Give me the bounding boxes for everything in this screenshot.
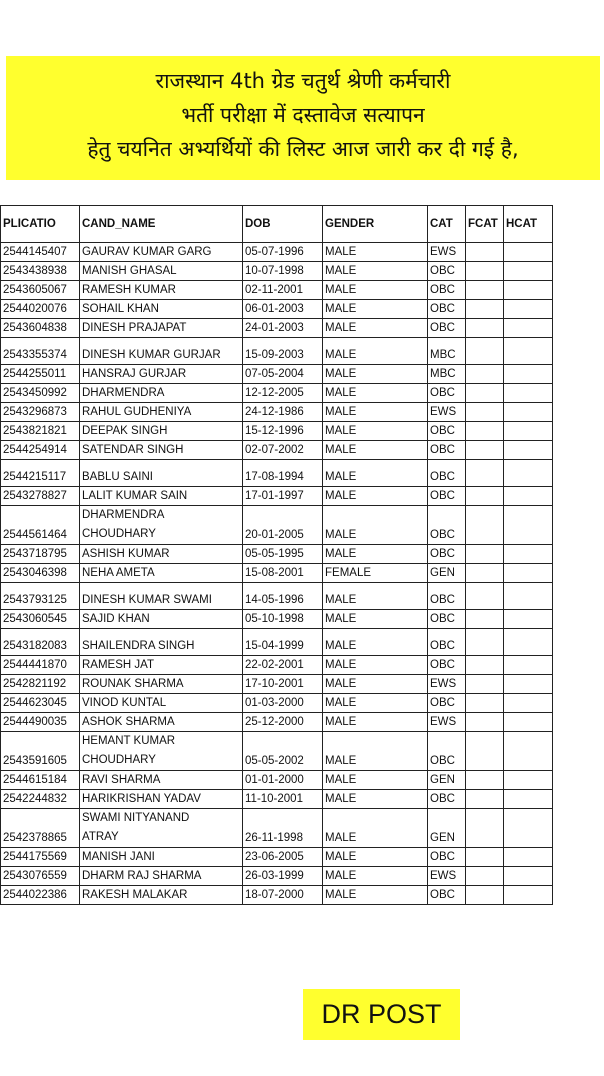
app-cell: 2543296873 <box>1 403 80 422</box>
name-cell: MANISH GHASAL <box>80 262 243 281</box>
fcat-cell <box>466 262 504 281</box>
dob-cell: 25-12-2000 <box>243 713 323 732</box>
hcat-cell <box>504 403 553 422</box>
fcat-cell <box>466 384 504 403</box>
banner-line-2: भर्ती परीक्षा में दस्तावेज सत्यापन <box>181 103 425 127</box>
table-row <box>1 403 553 422</box>
dob-cell: 01-01-2000 <box>243 771 323 790</box>
gender-cell: MALE <box>323 338 428 365</box>
hcat-cell <box>504 281 553 300</box>
cat-cell: OBC <box>428 656 466 675</box>
dob-cell: 05-05-2002 <box>243 732 323 771</box>
fcat-cell <box>466 545 504 564</box>
app-cell: 2543450992 <box>1 384 80 403</box>
cat-cell: GEN <box>428 564 466 583</box>
gender-cell: MALE <box>323 867 428 886</box>
cat-cell: MBC <box>428 338 466 365</box>
dob-cell: 23-06-2005 <box>243 848 323 867</box>
gender-cell: MALE <box>323 771 428 790</box>
table-row <box>1 319 553 338</box>
gender-cell: MALE <box>323 403 428 422</box>
app-cell: 2544020076 <box>1 300 80 319</box>
hcat-cell <box>504 675 553 694</box>
fcat-cell <box>466 867 504 886</box>
table-row <box>1 610 553 629</box>
hcat-cell <box>504 610 553 629</box>
header-cand-name: CAND_NAME <box>80 206 243 243</box>
hcat-cell <box>504 809 553 848</box>
table-row <box>1 262 553 281</box>
fcat-cell <box>466 848 504 867</box>
dob-cell: 15-12-1996 <box>243 422 323 441</box>
name-line-1: DHARMENDRA <box>82 509 165 521</box>
fcat-cell <box>466 610 504 629</box>
fcat-cell <box>466 629 504 656</box>
fcat-cell <box>466 713 504 732</box>
fcat-cell <box>466 564 504 583</box>
fcat-cell <box>466 243 504 262</box>
app-cell: 2543438938 <box>1 262 80 281</box>
cat-cell: OBC <box>428 384 466 403</box>
app-cell: 2544490035 <box>1 713 80 732</box>
table-row <box>1 300 553 319</box>
fcat-cell <box>466 790 504 809</box>
name-cell: DINESH KUMAR GURJAR <box>80 338 243 365</box>
dob-cell: 15-08-2001 <box>243 564 323 583</box>
name-cell: RAHUL GUDHENIYA <box>80 403 243 422</box>
app-cell: 2543605067 <box>1 281 80 300</box>
dob-cell: 15-09-2003 <box>243 338 323 365</box>
dob-cell: 05-10-1998 <box>243 610 323 629</box>
candidate-table <box>0 205 553 905</box>
fcat-cell <box>466 487 504 506</box>
dob-cell: 15-04-1999 <box>243 629 323 656</box>
table-row <box>1 867 553 886</box>
cat-cell: OBC <box>428 422 466 441</box>
app-cell: 2544623045 <box>1 694 80 713</box>
name-cell: NEHA AMETA <box>80 564 243 583</box>
name-cell: RAMESH KUMAR <box>80 281 243 300</box>
hcat-cell <box>504 713 553 732</box>
table-row <box>1 338 553 365</box>
header-cat: CAT <box>428 206 466 243</box>
dob-cell: 01-03-2000 <box>243 694 323 713</box>
hcat-cell <box>504 441 553 460</box>
name-cell: DHARMENDRA <box>80 384 243 403</box>
app-cell: 2543076559 <box>1 867 80 886</box>
fcat-cell <box>466 300 504 319</box>
dob-cell: 12-12-2005 <box>243 384 323 403</box>
table-row <box>1 365 553 384</box>
dob-cell: 24-01-2003 <box>243 319 323 338</box>
hcat-cell <box>504 656 553 675</box>
app-cell: 2543060545 <box>1 610 80 629</box>
header-hcat: HCAT <box>504 206 553 243</box>
name-cell: VINOD KUNTAL <box>80 694 243 713</box>
cat-cell: OBC <box>428 300 466 319</box>
hcat-cell <box>504 867 553 886</box>
app-cell: 2544175569 <box>1 848 80 867</box>
table-row <box>1 848 553 867</box>
cat-cell: EWS <box>428 867 466 886</box>
app-cell: 2542821192 <box>1 675 80 694</box>
cat-cell: OBC <box>428 487 466 506</box>
header-dob: DOB <box>243 206 323 243</box>
table-row <box>1 545 553 564</box>
table-row <box>1 629 553 656</box>
fcat-cell <box>466 422 504 441</box>
gender-cell: MALE <box>323 809 428 848</box>
name-cell: ASHISH KUMAR <box>80 545 243 564</box>
table-row <box>1 441 553 460</box>
gender-cell: MALE <box>323 713 428 732</box>
cat-cell: OBC <box>428 790 466 809</box>
dob-cell: 26-03-1999 <box>243 867 323 886</box>
app-cell: 2543604838 <box>1 319 80 338</box>
hcat-cell <box>504 243 553 262</box>
name-cell: DEEPAK SINGH <box>80 422 243 441</box>
gender-cell: MALE <box>323 694 428 713</box>
gender-cell: MALE <box>323 610 428 629</box>
dob-cell: 22-02-2001 <box>243 656 323 675</box>
title-banner <box>6 56 600 180</box>
name-cell: SAJID KHAN <box>80 610 243 629</box>
name-cell: RAKESH MALAKAR <box>80 886 243 905</box>
name-line-1: SWAMI NITYANAND <box>82 812 190 824</box>
cat-cell: OBC <box>428 262 466 281</box>
dob-cell: 24-12-1986 <box>243 403 323 422</box>
app-cell: 2544561464 <box>1 506 80 545</box>
app-cell: 2543821821 <box>1 422 80 441</box>
table-row <box>1 583 553 610</box>
app-cell: 2544215117 <box>1 460 80 487</box>
header-application: PLICATIO <box>1 206 80 243</box>
name-line-2: CHOUDHARY <box>82 754 156 766</box>
app-cell: 2544441870 <box>1 656 80 675</box>
gender-cell: MALE <box>323 506 428 545</box>
cat-cell: OBC <box>428 281 466 300</box>
name-cell: SATENDAR SINGH <box>80 441 243 460</box>
fcat-cell <box>466 281 504 300</box>
fcat-cell <box>466 809 504 848</box>
name-cell: SHAILENDRA SINGH <box>80 629 243 656</box>
cat-cell: OBC <box>428 545 466 564</box>
fcat-cell <box>466 694 504 713</box>
app-cell: 2543355374 <box>1 338 80 365</box>
fcat-cell <box>466 732 504 771</box>
table-row <box>1 460 553 487</box>
table-row <box>1 487 553 506</box>
gender-cell: FEMALE <box>323 564 428 583</box>
dob-cell: 02-07-2002 <box>243 441 323 460</box>
cat-cell: EWS <box>428 713 466 732</box>
table-row <box>1 771 553 790</box>
table-row <box>1 564 553 583</box>
app-cell: 2543591605 <box>1 732 80 771</box>
gender-cell: MALE <box>323 243 428 262</box>
name-line-2: CHOUDHARY <box>82 528 156 540</box>
hcat-cell <box>504 300 553 319</box>
gender-cell: MALE <box>323 675 428 694</box>
gender-cell: MALE <box>323 460 428 487</box>
hcat-cell <box>504 771 553 790</box>
app-cell: 2543278827 <box>1 487 80 506</box>
dob-cell: 14-05-1996 <box>243 583 323 610</box>
gender-cell: MALE <box>323 629 428 656</box>
table-row <box>1 384 553 403</box>
gender-cell: MALE <box>323 583 428 610</box>
hcat-cell <box>504 365 553 384</box>
name-cell: DINESH KUMAR SWAMI <box>80 583 243 610</box>
candidate-table-wrapper <box>0 205 560 905</box>
name-cell: DHARM RAJ SHARMA <box>80 867 243 886</box>
fcat-cell <box>466 656 504 675</box>
name-cell: SOHAIL KHAN <box>80 300 243 319</box>
header-gender: GENDER <box>323 206 428 243</box>
cat-cell: OBC <box>428 629 466 656</box>
cat-cell: EWS <box>428 403 466 422</box>
name-cell: HARIKRISHAN YADAV <box>80 790 243 809</box>
hcat-cell <box>504 460 553 487</box>
gender-cell: MALE <box>323 656 428 675</box>
fcat-cell <box>466 403 504 422</box>
hcat-cell <box>504 422 553 441</box>
dob-cell: 17-08-1994 <box>243 460 323 487</box>
gender-cell: MALE <box>323 384 428 403</box>
gender-cell: MALE <box>323 886 428 905</box>
hcat-cell <box>504 583 553 610</box>
dob-cell: 17-01-1997 <box>243 487 323 506</box>
table-row <box>1 656 553 675</box>
dob-cell: 02-11-2001 <box>243 281 323 300</box>
gender-cell: MALE <box>323 441 428 460</box>
fcat-cell <box>466 319 504 338</box>
gender-cell: MALE <box>323 487 428 506</box>
app-cell: 2542378865 <box>1 809 80 848</box>
hcat-cell <box>504 487 553 506</box>
gender-cell: MALE <box>323 281 428 300</box>
banner-line-1: राजस्थान 4th ग्रेड चतुर्थ श्रेणी कर्मचारी <box>155 69 451 93</box>
hcat-cell <box>504 545 553 564</box>
dob-cell: 18-07-2000 <box>243 886 323 905</box>
header-fcat: FCAT <box>466 206 504 243</box>
hcat-cell <box>504 886 553 905</box>
cat-cell: OBC <box>428 694 466 713</box>
hcat-cell <box>504 848 553 867</box>
name-cell <box>80 809 243 848</box>
name-cell: HANSRAJ GURJAR <box>80 365 243 384</box>
app-cell: 2543182083 <box>1 629 80 656</box>
name-cell: RAMESH JAT <box>80 656 243 675</box>
name-cell <box>80 506 243 545</box>
hcat-cell <box>504 338 553 365</box>
table-header-row <box>1 206 553 243</box>
app-cell: 2542244832 <box>1 790 80 809</box>
app-cell: 2544254914 <box>1 441 80 460</box>
gender-cell: MALE <box>323 848 428 867</box>
gender-cell: MALE <box>323 262 428 281</box>
cat-cell: OBC <box>428 319 466 338</box>
gender-cell: MALE <box>323 790 428 809</box>
fcat-cell <box>466 460 504 487</box>
cat-cell: GEN <box>428 809 466 848</box>
dob-cell: 05-05-1995 <box>243 545 323 564</box>
fcat-cell <box>466 441 504 460</box>
dob-cell: 06-01-2003 <box>243 300 323 319</box>
cat-cell: OBC <box>428 460 466 487</box>
app-cell: 2543046398 <box>1 564 80 583</box>
name-line-2: ATRAY <box>82 831 119 843</box>
name-cell: DINESH PRAJAPAT <box>80 319 243 338</box>
dob-cell: 07-05-2004 <box>243 365 323 384</box>
table-row <box>1 506 553 545</box>
hcat-cell <box>504 319 553 338</box>
app-cell: 2544022386 <box>1 886 80 905</box>
table-row <box>1 732 553 771</box>
table-row <box>1 809 553 848</box>
table-row <box>1 281 553 300</box>
name-line-1: HEMANT KUMAR <box>82 735 176 747</box>
dob-cell: 26-11-1998 <box>243 809 323 848</box>
name-cell: BABLU SAINI <box>80 460 243 487</box>
hcat-cell <box>504 629 553 656</box>
name-cell: RAVI SHARMA <box>80 771 243 790</box>
gender-cell: MALE <box>323 732 428 771</box>
fcat-cell <box>466 771 504 790</box>
dob-cell: 17-10-2001 <box>243 675 323 694</box>
fcat-cell <box>466 675 504 694</box>
dob-cell: 20-01-2005 <box>243 506 323 545</box>
app-cell: 2544145407 <box>1 243 80 262</box>
cat-cell: OBC <box>428 732 466 771</box>
hcat-cell <box>504 506 553 545</box>
fcat-cell <box>466 506 504 545</box>
cat-cell: MBC <box>428 365 466 384</box>
name-cell: MANISH JANI <box>80 848 243 867</box>
fcat-cell <box>466 365 504 384</box>
name-cell: GAURAV KUMAR GARG <box>80 243 243 262</box>
cat-cell: EWS <box>428 243 466 262</box>
table-row <box>1 790 553 809</box>
table-body <box>1 243 553 905</box>
app-cell: 2544255011 <box>1 365 80 384</box>
gender-cell: MALE <box>323 319 428 338</box>
hcat-cell <box>504 262 553 281</box>
dr-post-label: DR POST <box>303 989 460 1040</box>
cat-cell: OBC <box>428 506 466 545</box>
dob-cell: 10-07-1998 <box>243 262 323 281</box>
dob-cell: 11-10-2001 <box>243 790 323 809</box>
name-cell: LALIT KUMAR SAIN <box>80 487 243 506</box>
hcat-cell <box>504 732 553 771</box>
hcat-cell <box>504 564 553 583</box>
table-row <box>1 675 553 694</box>
app-cell: 2543718795 <box>1 545 80 564</box>
fcat-cell <box>466 886 504 905</box>
table-row <box>1 713 553 732</box>
dob-cell: 05-07-1996 <box>243 243 323 262</box>
gender-cell: MALE <box>323 422 428 441</box>
name-cell: ROUNAK SHARMA <box>80 675 243 694</box>
banner-line-3: हेतु चयनित अभ्यर्थियों की लिस्ट आज जारी कर दी गई है, <box>87 137 519 161</box>
name-cell <box>80 732 243 771</box>
fcat-cell <box>466 338 504 365</box>
gender-cell: MALE <box>323 300 428 319</box>
gender-cell: MALE <box>323 545 428 564</box>
cat-cell: OBC <box>428 583 466 610</box>
name-cell: ASHOK SHARMA <box>80 713 243 732</box>
table-row <box>1 886 553 905</box>
hcat-cell <box>504 790 553 809</box>
cat-cell: OBC <box>428 886 466 905</box>
cat-cell: EWS <box>428 675 466 694</box>
app-cell: 2544615184 <box>1 771 80 790</box>
table-row <box>1 694 553 713</box>
gender-cell: MALE <box>323 365 428 384</box>
fcat-cell <box>466 583 504 610</box>
cat-cell: OBC <box>428 610 466 629</box>
app-cell: 2543793125 <box>1 583 80 610</box>
hcat-cell <box>504 694 553 713</box>
table-row <box>1 422 553 441</box>
table-row <box>1 243 553 262</box>
cat-cell: OBC <box>428 441 466 460</box>
hcat-cell <box>504 384 553 403</box>
cat-cell: OBC <box>428 848 466 867</box>
cat-cell: GEN <box>428 771 466 790</box>
